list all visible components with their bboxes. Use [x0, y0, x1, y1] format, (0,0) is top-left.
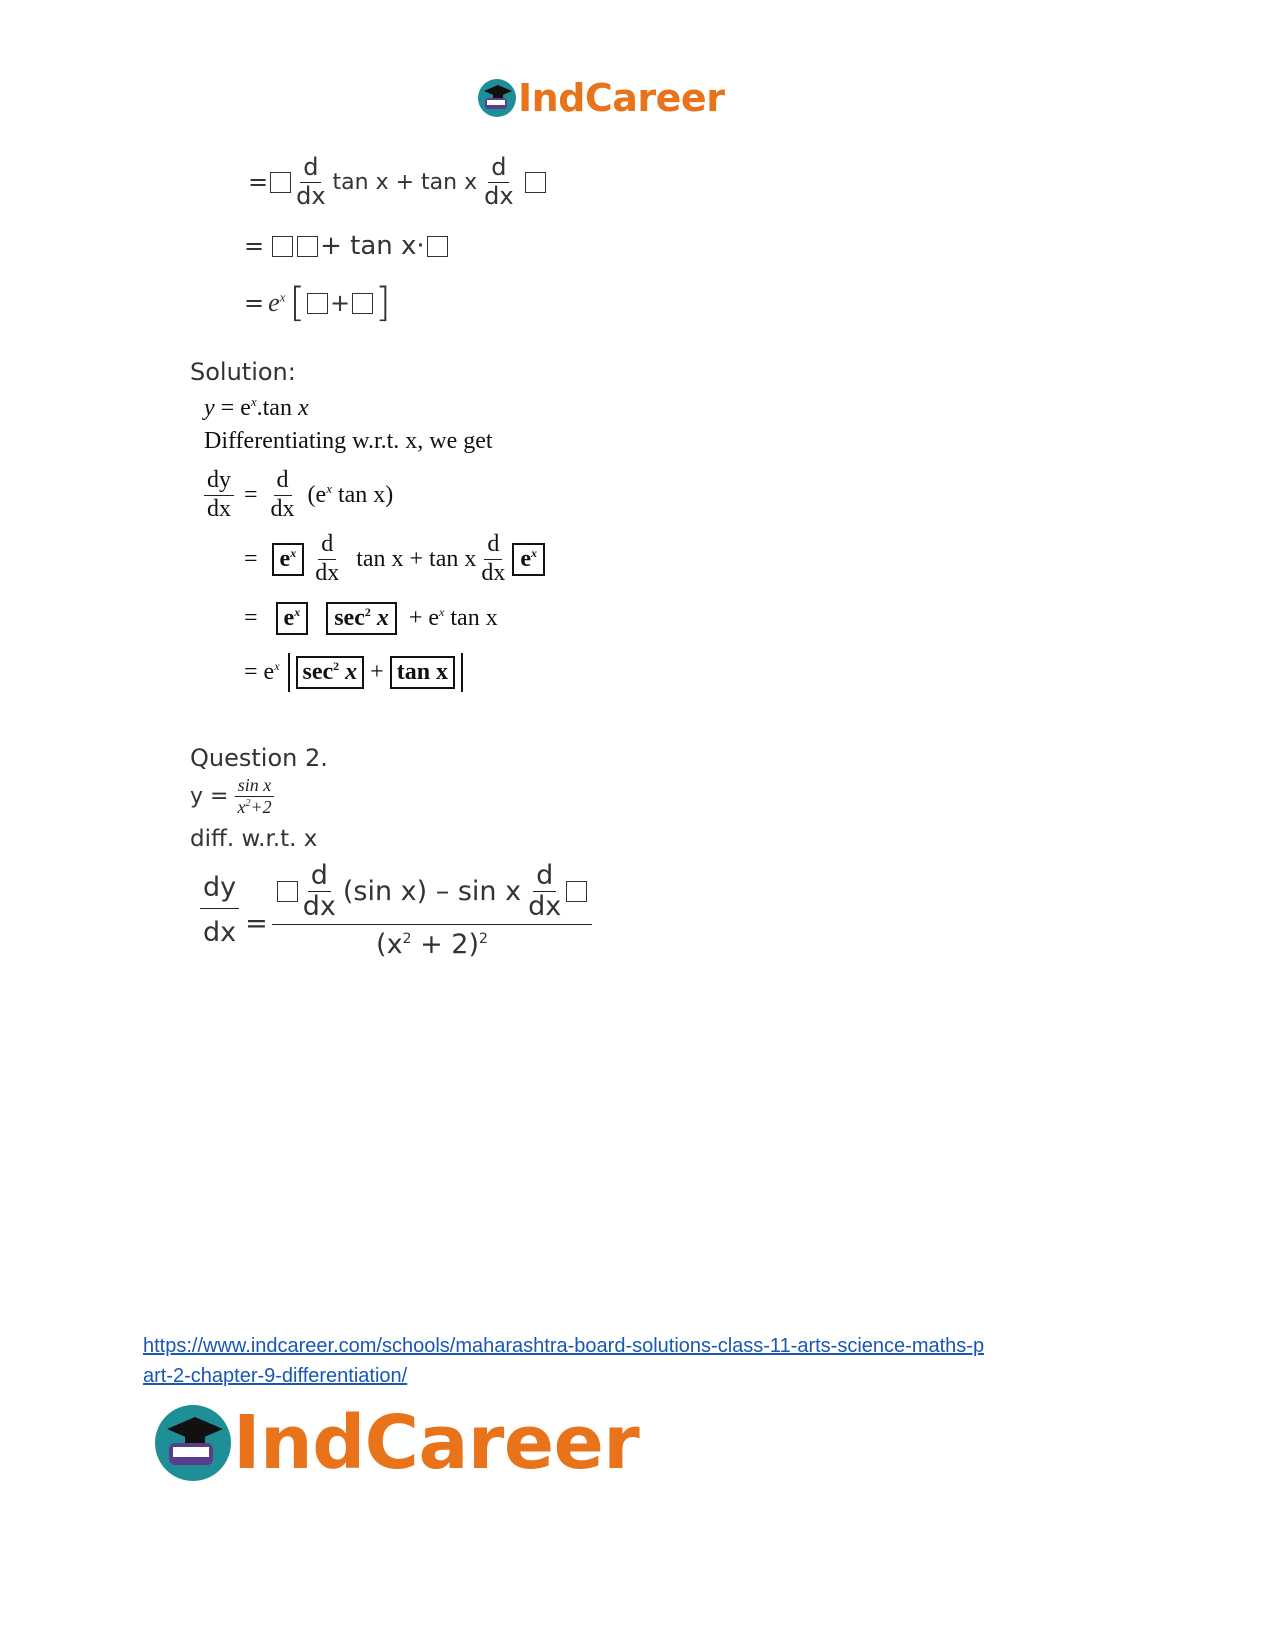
- sin-fraction: $\frac{\text{sin x}}{x^2+2}$: [234, 776, 274, 817]
- blank-box: [270, 172, 291, 193]
- blank-box: [307, 293, 328, 314]
- blank-box: [566, 881, 587, 902]
- blank-equation-block: [244, 146, 548, 332]
- dy-dx-fraction: $\frac{dy}{dx}$: [204, 468, 234, 521]
- differentiating-text: Differentiating w.r.t. x, we get: [204, 428, 493, 454]
- header-logo: [478, 76, 724, 120]
- derivative-fraction: $\frac{d}{dx}$: [270, 467, 295, 522]
- expression-text: tan x + tan x: [332, 169, 478, 195]
- blank-box: [525, 172, 546, 193]
- blank-box: [297, 236, 318, 257]
- blank-box: [272, 236, 293, 257]
- answer-box: $e^x$: [512, 543, 545, 576]
- quotient-fraction: $\frac{d}{dx}$ (sin x) – sin x $\frac{d}{dx}$ $(x^2 + 2)^2$: [272, 862, 592, 959]
- answer-box: $e^x$: [272, 543, 305, 576]
- derivative-fraction: $\frac{d}{dx}$: [481, 531, 506, 586]
- header-logo-text: IndCareer: [518, 76, 725, 120]
- question-2-derivative: $\frac{dy}{dx}$ = $\frac{d}{dx}$ (sin x) – sin x $\frac{d}{dx}$ $(x^2 + 2)^2$: [200, 862, 592, 959]
- source-link-line-1[interactable]: https://www.indcareer.com/schools/maharashtra-board-solutions-class-11-arts-science-maths-p: [143, 1335, 985, 1357]
- answer-box: $e^x$: [276, 602, 309, 635]
- blank-line-2: [244, 218, 548, 274]
- solution-body: [204, 394, 549, 700]
- graduation-book-icon: [155, 1405, 231, 1481]
- question-2-y: y = $\frac{\text{sin x}}{x^2+2}$: [190, 776, 275, 817]
- answer-box: tan x: [390, 656, 455, 689]
- blank-line-3: [244, 274, 548, 332]
- derivative-fraction: $\frac{d}{dx}$: [484, 153, 514, 210]
- equals-sign: =: [248, 168, 269, 196]
- expression-text: ($e^x$ tan x): [307, 481, 394, 508]
- close-bracket: ]: [375, 280, 391, 326]
- blank-box: [427, 236, 448, 257]
- open-bracket: [: [289, 280, 306, 326]
- dy-dx-fraction: $\frac{dy}{dx}$: [200, 874, 239, 948]
- answer-box: $\sec^2 x$: [296, 656, 365, 689]
- question-2-heading: Question 2.: [190, 744, 328, 772]
- expression-text: + $e^x$ tan x: [408, 604, 498, 631]
- y-definition: $y = e^x.\tan$ x: [204, 394, 309, 421]
- source-link[interactable]: [143, 1332, 984, 1392]
- solution-line-1: $\frac{dy}{dx}$ = $\frac{d}{dx}$ ($e^x$ tan x): [204, 464, 549, 526]
- bracket-group: $\sec^2 x$ + tan x: [288, 653, 464, 692]
- answer-box: $\sec^2 x$: [326, 602, 397, 635]
- derivative-fraction: $\frac{d}{dx}$: [315, 531, 340, 586]
- footer-logo-text: IndCareer: [233, 1400, 640, 1486]
- solution-line-2: = $e^x$ $\frac{d}{dx}$ tan x + tan x $\frac{d}{dx}$ $e^x$: [244, 526, 549, 592]
- derivative-fraction: $\frac{d}{dx}$: [296, 153, 326, 210]
- expression-text: tan x + tan x: [356, 545, 477, 572]
- blank-box: [277, 881, 298, 902]
- footer-logo: [155, 1400, 639, 1486]
- solution-line-4: [244, 644, 549, 700]
- blank-line-1: [248, 146, 548, 218]
- expression-text: = $e^x$: [244, 658, 280, 685]
- plus-sign: +: [330, 289, 351, 317]
- equals-sign: =: [244, 289, 265, 317]
- blank-box: [352, 293, 373, 314]
- graduation-book-icon: [478, 79, 516, 117]
- equals-sign: =: [244, 232, 265, 260]
- diff-text: diff. w.r.t. x: [190, 826, 318, 852]
- derivative-fraction: $\frac{d}{dx}$: [302, 860, 336, 923]
- derivative-fraction: $\frac{d}{dx}$: [528, 860, 562, 923]
- source-link-line-2[interactable]: art-2-chapter-9-differentiation/: [143, 1365, 408, 1387]
- solution-line-3: = $e^x$ $\sec^2 x$ + $e^x$ tan x: [244, 592, 549, 644]
- expression-text: + tan x·: [320, 231, 425, 261]
- solution-heading: Solution:: [190, 358, 296, 386]
- e-power-x: $e^x$: [268, 288, 286, 317]
